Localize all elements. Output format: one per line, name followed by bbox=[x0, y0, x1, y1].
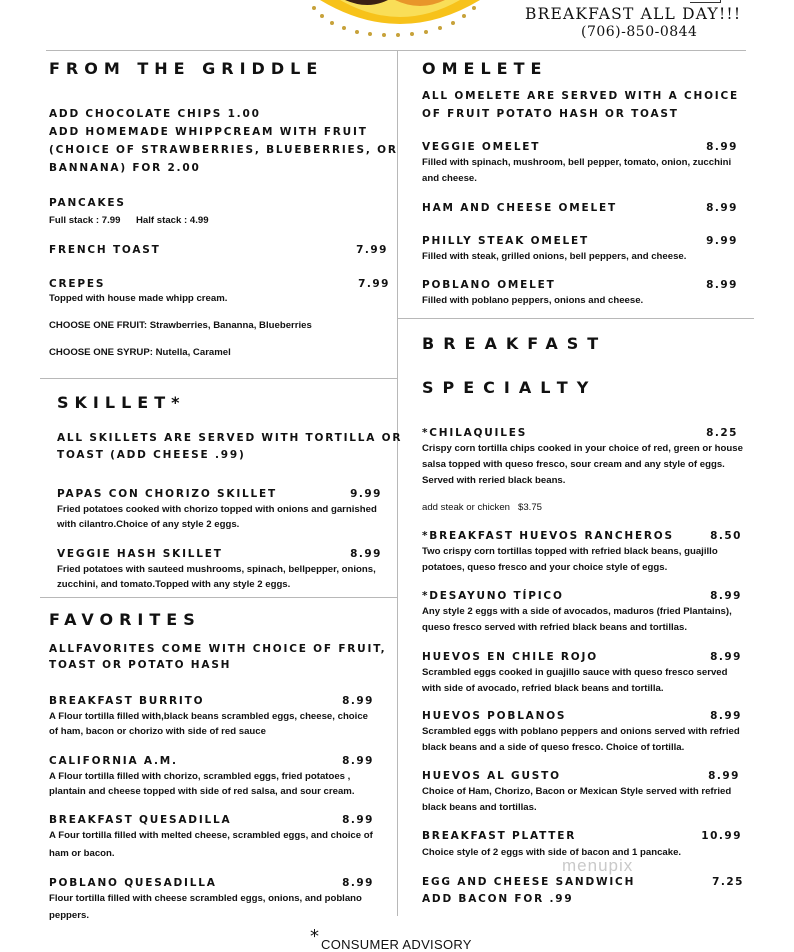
omelete-bottom-divider bbox=[397, 318, 754, 319]
griddle-addon-line: ADD CHOCOLATE CHIPS 1.00 bbox=[49, 108, 261, 120]
omelete-item-name: VEGGIE OMELET bbox=[422, 141, 541, 153]
skillet-item-desc: with cilantro.Choice of any style 2 eggs. bbox=[57, 519, 240, 530]
favorites-item-desc: ham or bacon. bbox=[49, 848, 115, 859]
omelete-note-line: OF FRUIT POTATO HASH OR TOAST bbox=[422, 108, 679, 120]
omelete-item-desc: and cheese. bbox=[422, 173, 477, 184]
specialty-item-price: 8.99 bbox=[710, 590, 742, 602]
specialty-item-price: 8.99 bbox=[708, 770, 740, 782]
specialty-item-desc: Scrambled eggs cooked in guajillo sauce with queso fresco served bbox=[422, 667, 728, 678]
favorites-item-price: 8.99 bbox=[342, 755, 374, 767]
pancakes-half-stack: Half stack : 4.99 bbox=[136, 215, 209, 226]
skillet-item-name: PAPAS CON CHORIZO SKILLET bbox=[57, 488, 277, 500]
favorites-note-line: ALLFAVORITES COME WITH CHOICE OF FRUIT, bbox=[49, 643, 387, 655]
crepes-desc: Topped with house made whipp cream. bbox=[49, 293, 228, 304]
skillet-note-line: TOAST (ADD CHEESE .99) bbox=[57, 449, 246, 461]
favorites-item-desc: A Flour tortilla filled with chorizo, scrambled eggs, fried potatoes , bbox=[49, 771, 351, 782]
omelete-item-desc: Filled with spinach, mushroom, bell pepper, tomato, onion, zucchini bbox=[422, 157, 732, 168]
omelete-item-desc: Filled with steak, grilled onions, bell peppers, and cheese. bbox=[422, 251, 687, 262]
specialty-item-desc: black beans and a side of queso fresco. Choice of tortilla. bbox=[422, 742, 685, 753]
top-divider bbox=[46, 50, 746, 51]
specialty-item-name: EGG AND CHEESE SANDWICH bbox=[422, 876, 636, 888]
specialty-item-desc: queso fresco served with refried black beans and tortillas. bbox=[422, 622, 687, 633]
griddle-bottom-divider bbox=[40, 378, 397, 379]
favorites-item-desc: plantain and cheese topped with side of red salsa, and sour cream. bbox=[49, 786, 355, 797]
specialty-item-price: 8.25 bbox=[706, 427, 738, 439]
favorites-note-line: TOAST OR POTATO HASH bbox=[49, 659, 232, 671]
griddle-addon-line: BANNANA) FOR 2.00 bbox=[49, 162, 201, 174]
specialty-item-desc: Choice of Ham, Chorizo, Bacon or Mexican Style served with refried bbox=[422, 786, 732, 797]
favorites-item-name: CALIFORNIA A.M. bbox=[49, 755, 178, 767]
specialty-item-desc: Choice style of 2 eggs with side of bacon and 1 pancake. bbox=[422, 847, 682, 858]
skillet-note-line: ALL SKILLETS ARE SERVED WITH TORTILLA OR bbox=[57, 432, 403, 444]
specialty-item-desc: Crispy corn tortilla chips cooked in your choice of red, green or house bbox=[422, 443, 743, 454]
specialty-item-desc: Served with reried black beans. bbox=[422, 475, 566, 486]
french-toast-price: 7.99 bbox=[356, 244, 388, 256]
bacon-addon: ADD BACON FOR .99 bbox=[422, 893, 574, 905]
favorites-item-price: 8.99 bbox=[342, 695, 374, 707]
watermark: menupix bbox=[562, 856, 634, 875]
center-divider bbox=[397, 50, 398, 916]
steak-chicken-addon: add steak or chicken $3.75 bbox=[422, 502, 542, 513]
specialty-title-line2: SPECIALTY bbox=[422, 378, 598, 397]
specialty-item-name: *BREAKFAST HUEVOS RANCHEROS bbox=[422, 530, 674, 542]
skillet-title: SKILLET* bbox=[57, 393, 186, 412]
specialty-item-name: HUEVOS EN CHILE ROJO bbox=[422, 651, 598, 663]
specialty-item-desc: with side of avocado, refried black beans and tortilla. bbox=[422, 683, 664, 694]
skillet-bottom-divider bbox=[40, 597, 397, 598]
griddle-title: FROM THE GRIDDLE bbox=[49, 59, 324, 78]
favorites-title: FAVORITES bbox=[49, 610, 201, 629]
omelete-item-price: 8.99 bbox=[706, 141, 738, 153]
favorites-item-name: BREAKFAST QUESADILLA bbox=[49, 814, 232, 826]
crepes-name: CREPES bbox=[49, 278, 106, 290]
specialty-item-desc: salsa topped with queso fresco, sour cream and any style of eggs. bbox=[422, 459, 725, 470]
favorites-item-desc: Flour tortilla filled with cheese scrambled eggs, onions, and poblano bbox=[49, 893, 362, 904]
specialty-item-name: *CHILAQUILES bbox=[422, 427, 528, 439]
favorites-item-name: BREAKFAST BURRITO bbox=[49, 695, 205, 707]
specialty-item-price: 8.99 bbox=[710, 651, 742, 663]
specialty-item-name: *DESAYUNO TÍPICO bbox=[422, 590, 564, 602]
specialty-item-desc: black beans and tortillas. bbox=[422, 802, 537, 813]
skillet-item-price: 9.99 bbox=[350, 488, 382, 500]
favorites-item-price: 8.99 bbox=[342, 814, 374, 826]
specialty-item-price: 7.25 bbox=[712, 876, 744, 888]
skillet-item-desc: Fried potatoes with sauteed mushrooms, spinach, bellpepper, onions, bbox=[57, 564, 376, 575]
cropped-text-fragment bbox=[690, 0, 721, 3]
favorites-item-desc: peppers. bbox=[49, 910, 89, 921]
specialty-item-desc: Two crispy corn tortillas topped with refried black beans, guajillo bbox=[422, 546, 718, 557]
specialty-title-line1: BREAKFAST bbox=[422, 334, 608, 353]
omelete-item-name: PHILLY STEAK OMELET bbox=[422, 235, 589, 247]
tagline: BREAKFAST ALL DAY!!! bbox=[525, 5, 742, 23]
specialty-item-price: 10.99 bbox=[701, 830, 742, 842]
omelete-item-price: 9.99 bbox=[706, 235, 738, 247]
specialty-item-desc: Scrambled eggs with poblano peppers and onions served with refried bbox=[422, 726, 740, 737]
restaurant-logo bbox=[300, 0, 500, 42]
pancakes-name: PANCAKES bbox=[49, 197, 126, 209]
consumer-advisory: CONSUMER ADVISORY bbox=[321, 937, 472, 952]
omelete-item-price: 8.99 bbox=[706, 202, 738, 214]
french-toast-name: FRENCH TOAST bbox=[49, 244, 161, 256]
advisory-asterisk: * bbox=[310, 926, 319, 947]
phone-number: (706)-850-0844 bbox=[581, 24, 698, 40]
favorites-item-desc: A Flour tortilla filled with,black beans scrambled eggs, cheese, choice bbox=[49, 711, 368, 722]
skillet-item-price: 8.99 bbox=[350, 548, 382, 560]
omelete-item-desc: Filled with poblano peppers, onions and cheese. bbox=[422, 295, 644, 306]
favorites-item-desc: of ham, bacon or chorizo with side of red sauce bbox=[49, 726, 266, 737]
omelete-item-name: HAM AND CHEESE OMELET bbox=[422, 202, 617, 214]
omelete-item-name: POBLANO OMELET bbox=[422, 279, 556, 291]
omelete-note-line: ALL OMELETE ARE SERVED WITH A CHOICE bbox=[422, 90, 739, 102]
griddle-addon-line: ADD HOMEMADE WHIPPCREAM WITH FRUIT bbox=[49, 126, 368, 138]
skillet-item-desc: Fried potatoes cooked with chorizo topped with onions and garnished bbox=[57, 504, 377, 515]
skillet-item-desc: zucchini, and tomato.Topped with any style 2 eggs. bbox=[57, 579, 291, 590]
omelete-title: OMELETE bbox=[422, 59, 548, 78]
specialty-item-name: HUEVOS POBLANOS bbox=[422, 710, 567, 722]
specialty-item-name: HUEVOS AL GUSTO bbox=[422, 770, 561, 782]
pancakes-full-stack: Full stack : 7.99 bbox=[49, 215, 121, 226]
griddle-addon-line: (CHOICE OF STRAWBERRIES, BLUEBERRIES, OR bbox=[49, 144, 398, 156]
favorites-item-name: POBLANO QUESADILLA bbox=[49, 877, 217, 889]
skillet-item-name: VEGGIE HASH SKILLET bbox=[57, 548, 223, 560]
specialty-item-name: BREAKFAST PLATTER bbox=[422, 830, 577, 842]
fruit-choice: CHOOSE ONE FRUIT: Strawberries, Bananna, Blueberries bbox=[49, 320, 312, 331]
favorites-item-price: 8.99 bbox=[342, 877, 374, 889]
specialty-item-price: 8.99 bbox=[710, 710, 742, 722]
syrup-choice: CHOOSE ONE SYRUP: Nutella, Caramel bbox=[49, 347, 231, 358]
omelete-item-price: 8.99 bbox=[706, 279, 738, 291]
favorites-item-desc: A Four tortilla filled with melted cheese, scrambled eggs, and choice of bbox=[49, 830, 373, 841]
crepes-price: 7.99 bbox=[358, 278, 390, 290]
specialty-item-desc: Any style 2 eggs with a side of avocados, maduros (fried Plantains), bbox=[422, 606, 732, 617]
specialty-item-desc: potatoes, queso fresco and your choice style of eggs. bbox=[422, 562, 668, 573]
specialty-item-price: 8.50 bbox=[710, 530, 742, 542]
